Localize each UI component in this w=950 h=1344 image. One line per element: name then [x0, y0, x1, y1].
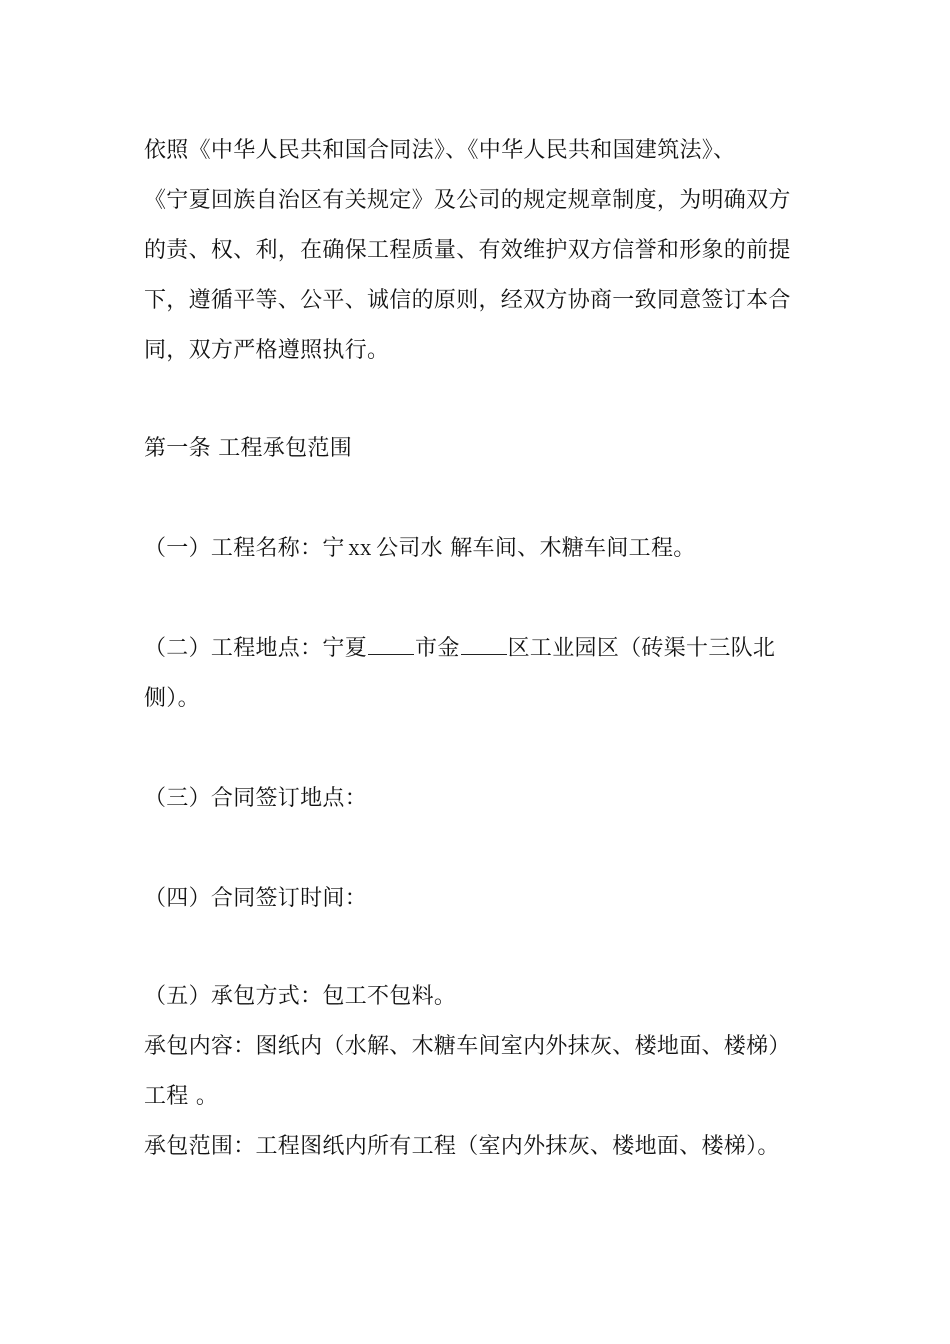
intro-line-5: 同，双方严格遵照执行。 [144, 338, 390, 363]
item-project-location-cont: 侧）。 [144, 686, 200, 711]
article-1-heading: 第一条 工程承包范围 [144, 436, 352, 461]
intro-line-2: 《宁夏回族自治区有关规定》及公司的规定规章制度，为明确双方 [144, 188, 791, 213]
item-signing-time: （四）合同签订时间： [144, 886, 368, 911]
location-part-3: 区工业园区（砖渠十三队北 [507, 636, 776, 661]
contract-content-line-1: 承包内容：图纸内（水解、木糖车间室内外抹灰、楼地面、楼梯） [144, 1034, 791, 1059]
contract-content-line-2: 工程 。 [144, 1084, 219, 1109]
intro-line-3: 的责、权、利，在确保工程质量、有效维护双方信誉和形象的前提 [144, 238, 791, 263]
item-project-name-suffix: 公司水 解车间、木糖车间工程。 [376, 536, 696, 561]
location-part-2: 市金 [415, 636, 460, 661]
intro-line-4: 下，遵循平等、公平、诚信的原则，经双方协商一致同意签订本合 [144, 288, 791, 313]
item-project-name-prefix: （一）工程名称：宁 [144, 536, 345, 561]
item-project-name [144, 534, 696, 565]
item-project-location [144, 634, 775, 664]
blank-district [461, 634, 507, 655]
company-code: XX [348, 541, 373, 559]
location-part-1: （二）工程地点：宁夏 [144, 636, 368, 661]
intro-line-1: 依照《中华人民共和国合同法》、《中华人民共和国建筑法》、 [144, 138, 736, 163]
contract-scope: 承包范围：工程图纸内所有工程（室内外抹灰、楼地面、楼梯）。 [144, 1134, 780, 1159]
item-contract-method: （五）承包方式：包工不包料。 [144, 984, 457, 1009]
blank-city [368, 634, 414, 655]
item-signing-place: （三）合同签订地点： [144, 786, 368, 811]
